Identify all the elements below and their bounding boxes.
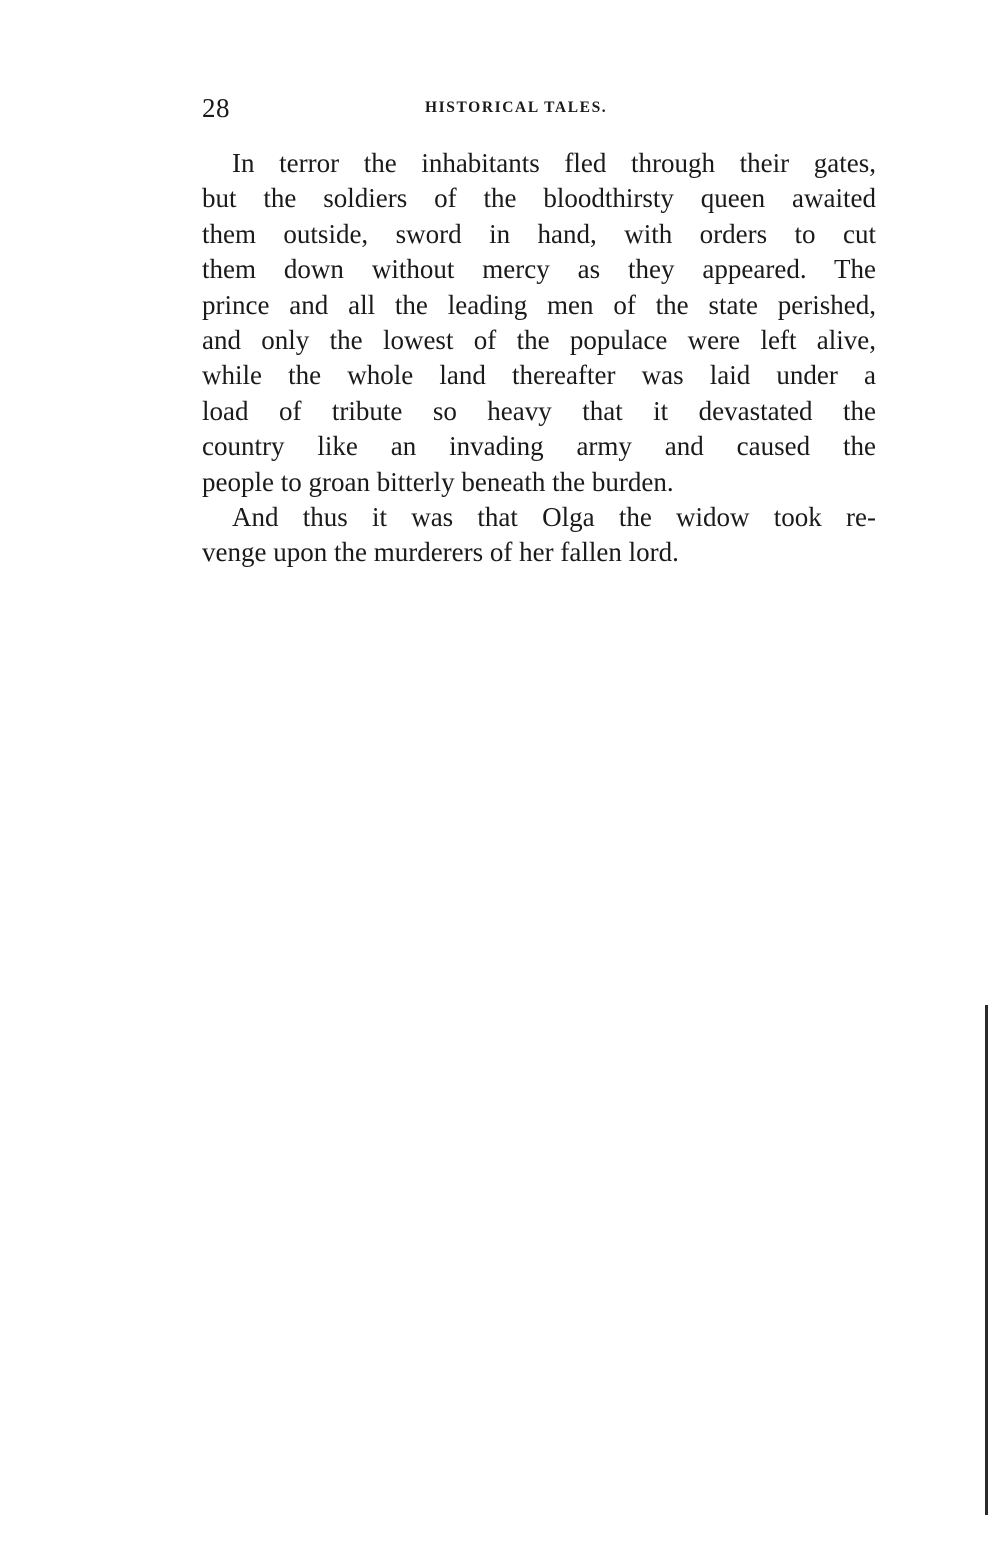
body-text bbox=[202, 146, 876, 571]
text-line: venge upon the murderers of her fallen lord. bbox=[202, 537, 679, 568]
text-line: people to groan bitterly beneath the burden. bbox=[202, 466, 674, 497]
text-line: load of tribute so heavy that it devastated the bbox=[202, 395, 876, 426]
text-line: In terror the inhabitants fled through their gates, bbox=[232, 148, 876, 178]
text-line: while the whole land thereafter was laid under a bbox=[202, 360, 876, 391]
text-line: but the soldiers of the bloodthirsty queen awaited bbox=[202, 183, 876, 214]
paragraph bbox=[202, 500, 876, 571]
binding-edge-rule bbox=[985, 1005, 988, 1515]
running-head bbox=[202, 88, 876, 128]
text-line: prince and all the leading men of the state perished, bbox=[202, 289, 876, 320]
text-line: them down without mercy as they appeared. The bbox=[202, 254, 876, 285]
page-number: 28 bbox=[202, 93, 230, 123]
text-line: and only the lowest of the populace were left alive, bbox=[202, 324, 876, 355]
text-line: And thus it was that Olga the widow took re- bbox=[232, 501, 876, 532]
text-line: country like an invading army and caused the bbox=[202, 431, 876, 462]
text-line: them outside, sword in hand, with orders to cut bbox=[202, 218, 876, 249]
running-title: HISTORICAL TALES. bbox=[425, 99, 608, 116]
paragraph bbox=[202, 146, 876, 500]
